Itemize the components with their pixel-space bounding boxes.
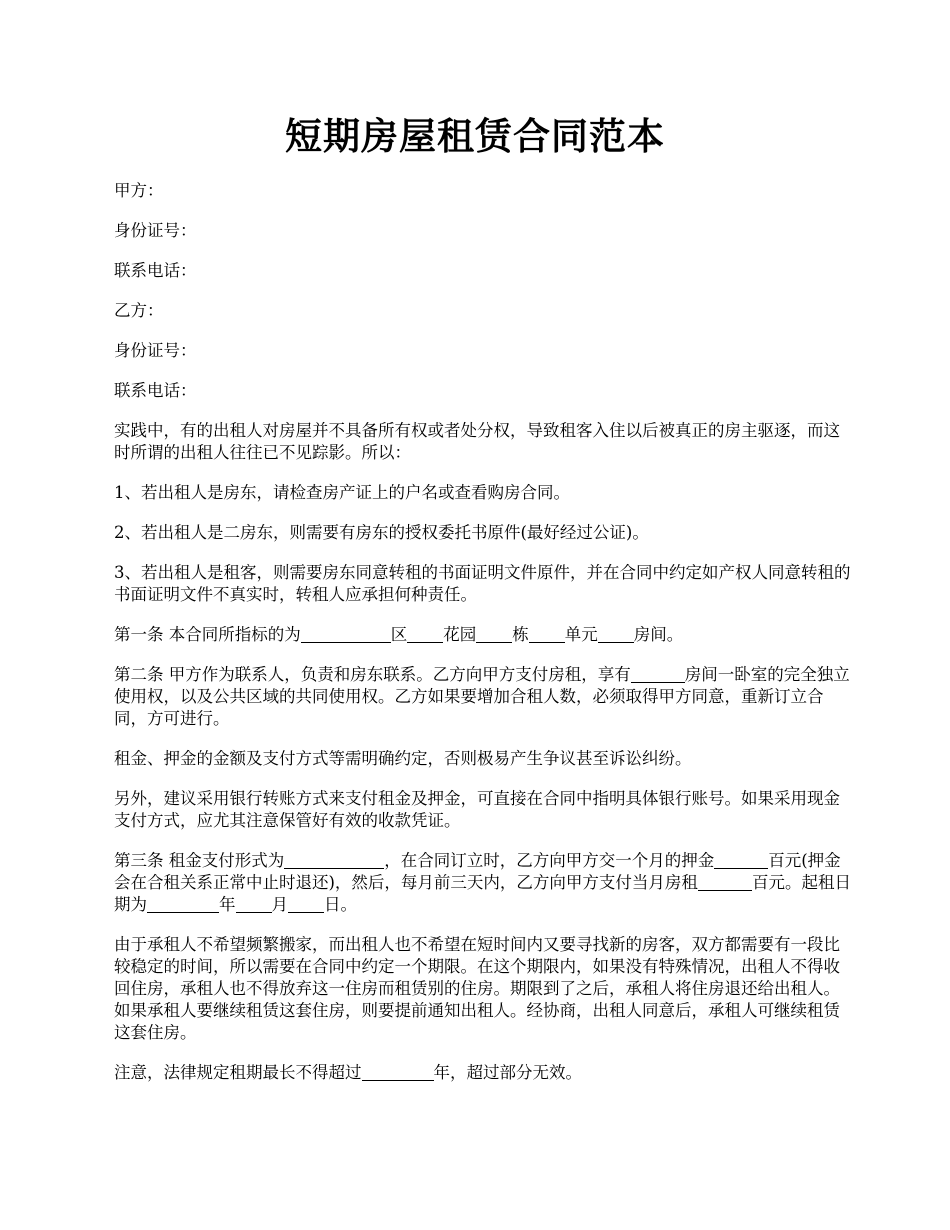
max-term-blank <box>362 1064 434 1082</box>
unit-label: 单元 <box>564 625 598 644</box>
article-3-part2: ，在合同订立时，乙方向甲方交一个月的押金 <box>384 851 715 870</box>
garden-label: 花园 <box>443 625 477 644</box>
legal-note-suffix: 年，超过部分无效。 <box>433 1063 582 1082</box>
building-label: 栋 <box>512 625 529 644</box>
term-note: 由于承租人不希望频繁搬家，而出租人也不希望在短时间内又要寻找新的房客，双方都需要有一段比较稳定的时间，所以需要在合同中约定一个期限。在这个期限内，如果没有特殊情况，出租人不得收回住房，承租人也不得放弃这一住房而租赁别的住房。期限到了之后，承租人将住房退还给出租人。如果承租人要继续租赁这套住房，则要提前通知出租人。经协商，出租人同意后，承租人可继续租赁这套住房。 <box>114 935 840 1042</box>
deposit-blank <box>714 852 768 870</box>
room-share-blank <box>631 666 685 684</box>
point-1: 1、若出租人是房东，请检查房产证上的户名或查看购房合同。 <box>114 483 570 502</box>
payment-form-blank <box>284 852 384 870</box>
article-3-prefix: 第三条 租金支付形式为 <box>114 851 285 870</box>
party-b-label: 乙方： <box>114 301 164 320</box>
article-2-prefix: 第二条 甲方作为联系人，负责和房东联系。乙方向甲方支付房租，享有 <box>114 665 631 684</box>
party-a-id-label: 身份证号： <box>114 221 197 240</box>
legal-note-prefix: 注意，法律规定租期最长不得超过 <box>114 1063 362 1082</box>
start-day-blank <box>288 896 324 914</box>
article-3-part3: 百元(押金会在合租关系正常中止时退还)，然后，每月前三天内，乙方向甲方支付当月房租 <box>114 851 841 892</box>
party-a-label: 甲方： <box>114 181 164 200</box>
point-3: 3、若出租人是租客，则需要房东同意转租的书面证明文件原件，并在合同中约定如产权人同意转租的书面证明文件不真实时，转租人应承担何种责任。 <box>114 563 851 604</box>
district-label: 区 <box>390 625 408 644</box>
article-3 <box>114 850 854 916</box>
day-label: 日。 <box>324 895 357 914</box>
article-3-part4: 百元。起租日期为 <box>114 873 851 914</box>
document-body <box>114 180 854 1102</box>
party-b-phone-label: 联系电话： <box>114 381 197 400</box>
room-label: 房间。 <box>633 625 684 644</box>
room-blank <box>598 626 634 644</box>
party-b-id-label: 身份证号： <box>114 341 197 360</box>
article-1-prefix: 第一条 本合同所指标的为 <box>114 625 301 644</box>
start-year-blank <box>147 896 219 914</box>
building-blank <box>476 626 512 644</box>
point-2: 2、若出租人是二房东，则需要有房东的授权委托书原件(最好经过公证)。 <box>114 523 649 542</box>
article-2-rest: 房间一卧室的完全独立使用权，以及公共区域的共同使用权。乙方如果要增加合租人数，必须取得甲方同意，重新订立合同，方可进行。 <box>114 665 850 728</box>
party-a-phone-label: 联系电话： <box>114 261 197 280</box>
rent-note: 租金、押金的金额及支付方式等需明确约定，否则极易产生争议甚至诉讼纠纷。 <box>114 749 692 768</box>
month-label: 月 <box>271 895 288 914</box>
monthly-rent-blank <box>698 874 752 892</box>
start-month-blank <box>236 896 272 914</box>
intro-paragraph: 实践中，有的出租人对房屋并不具备所有权或者处分权，导致租客入住以后被真正的房主驱逐，而这时所谓的出租人往往已不见踪影。所以： <box>114 421 840 462</box>
article-1 <box>114 624 854 646</box>
bank-note: 另外，建议采用银行转账方式来支付租金及押金，可直接在合同中指明具体银行账号。如果采用现金支付方式，应尤其注意保管好有效的收款凭证。 <box>114 789 840 830</box>
article-2 <box>114 664 854 730</box>
year-label: 年 <box>219 895 236 914</box>
document-title: 短期房屋租赁合同范本 <box>285 114 665 158</box>
legal-note <box>114 1062 854 1084</box>
garden-blank <box>407 626 443 644</box>
district-blank <box>301 626 391 644</box>
unit-blank <box>529 626 565 644</box>
